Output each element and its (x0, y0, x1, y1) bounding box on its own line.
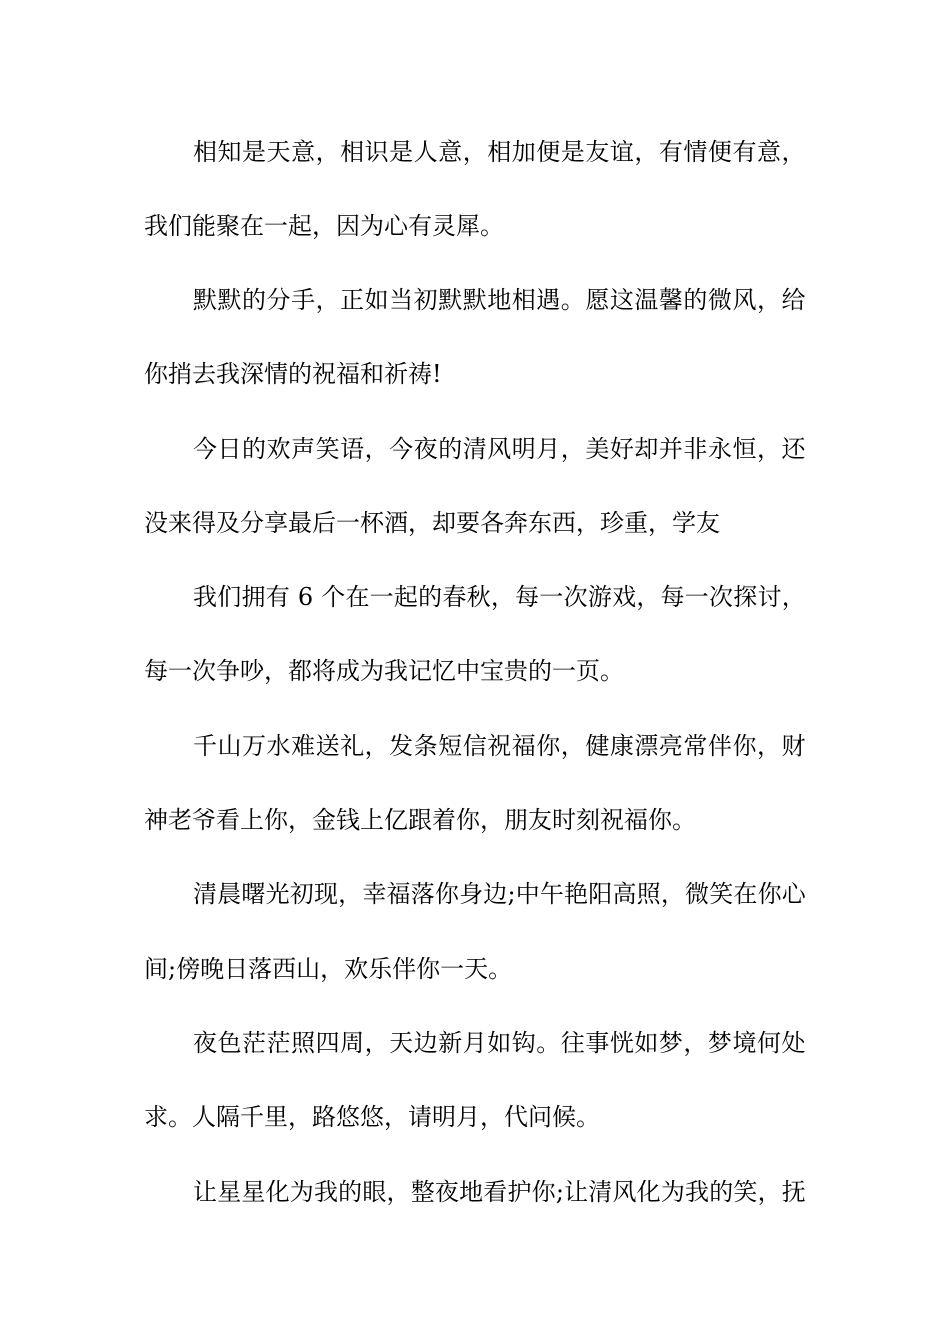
paragraph-1-line-2: 我们能聚在一起，因为心有灵犀。 (144, 212, 504, 240)
paragraph-7-line-2: 求。人隔千里，路悠悠，请明月，代问候。 (144, 1103, 600, 1131)
paragraph-6-line-2: 间;傍晚日落西山，欢乐伴你一天。 (144, 955, 513, 983)
paragraph-1-line-1: 相知是天意，相识是人意，相加便是友谊，有情便有意， (193, 138, 806, 166)
paragraph-6-line-1: 清晨曙光初现，幸福落你身边;中午艳阳高照，微笑在你心 (193, 880, 806, 908)
paragraph-2-line-2: 你捎去我深情的祝福和祈祷! (144, 360, 442, 388)
paragraph-5-line-1: 千山万水难送礼，发条短信祝福你，健康漂亮常伴你，财 (193, 732, 806, 760)
paragraph-3-line-2: 没来得及分享最后一杯酒，却要各奔东西，珍重，学友 (144, 509, 720, 537)
paragraph-3-line-1: 今日的欢声笑语，今夜的清风明月，美好却并非永恒，还 (193, 435, 806, 463)
paragraph-4-line-1: 我们拥有 6 个在一起的春秋，每一次游戏，每一次探讨， (193, 583, 806, 611)
paragraph-8-line-1: 让星星化为我的眼，整夜地看护你;让清风化为我的笑，抚 (193, 1178, 806, 1206)
paragraph-5-line-2: 神老爷看上你，金钱上亿跟着你，朋友时刻祝福你。 (144, 806, 696, 834)
paragraph-4-line-2: 每一次争吵，都将成为我记忆中宝贵的一页。 (144, 657, 624, 685)
paragraph-2-line-1: 默默的分手，正如当初默默地相遇。愿这温馨的微风，给 (193, 286, 806, 314)
paragraph-7-line-1: 夜色茫茫照四周，天边新月如钩。往事恍如梦，梦境何处 (193, 1029, 806, 1057)
